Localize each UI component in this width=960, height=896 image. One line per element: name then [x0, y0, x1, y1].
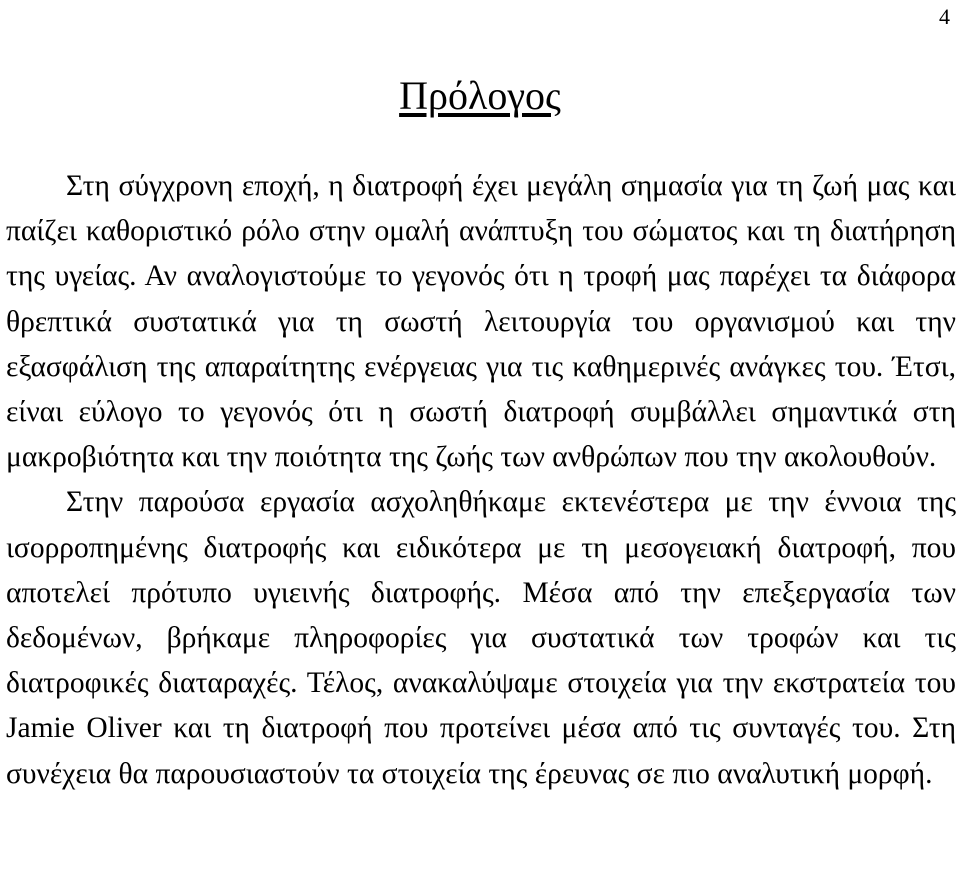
paragraph-scope: Στην παρούσα εργασία ασχοληθήκαμε εκτενέστερα με την έννοια της ισορροπημένης διατροφής και ειδικότερα με τη μεσογειακή διατροφή, που αποτελεί πρότυπο υγιεινής διατροφής. Μέσα από την επεξεργασία των δεδομένων, βρήκαμε πληροφορίες για συστατικά των τροφών και τις διατροφικές διαταραχές. Τέλος, ανακαλύψαμε στοιχεία για την εκστρατεία του Jamie Oliver και τη διατροφή που προτείνει μέσα από τις συνταγές του. Στη συνέχεια θα παρουσιαστούν τα στοιχεία της έρευνας σε πιο αναλυτική μορφή.: [6, 486, 956, 790]
paragraph-intro: Στη σύγχρονη εποχή, η διατροφή έχει μεγάλη σημασία για τη ζωή μας και παίζει καθοριστικό ρόλο στην ομαλή ανάπτυξη του σώματος και τη διατήρηση της υγείας. Αν αναλογιστούμε το γεγονός ότι η τροφή μας παρέχει τα διάφορα θρεπτικά συστατικά για τη σωστή λειτουργία του οργανισμού και την εξασφάλιση της απαραίτητης ενέργειας για τις καθημερινές ανάγκες του. Έτσι, είναι εύλογο το γεγονός ότι η σωστή διατροφή συμβάλλει σημαντικά στη μακροβιότητα και την ποιότητα της ζωής των ανθρώπων που την ακολουθούν.: [6, 170, 956, 474]
page-title: Πρόλογος: [399, 73, 561, 118]
page-number: 4: [939, 4, 950, 29]
body-text: [6, 164, 956, 797]
